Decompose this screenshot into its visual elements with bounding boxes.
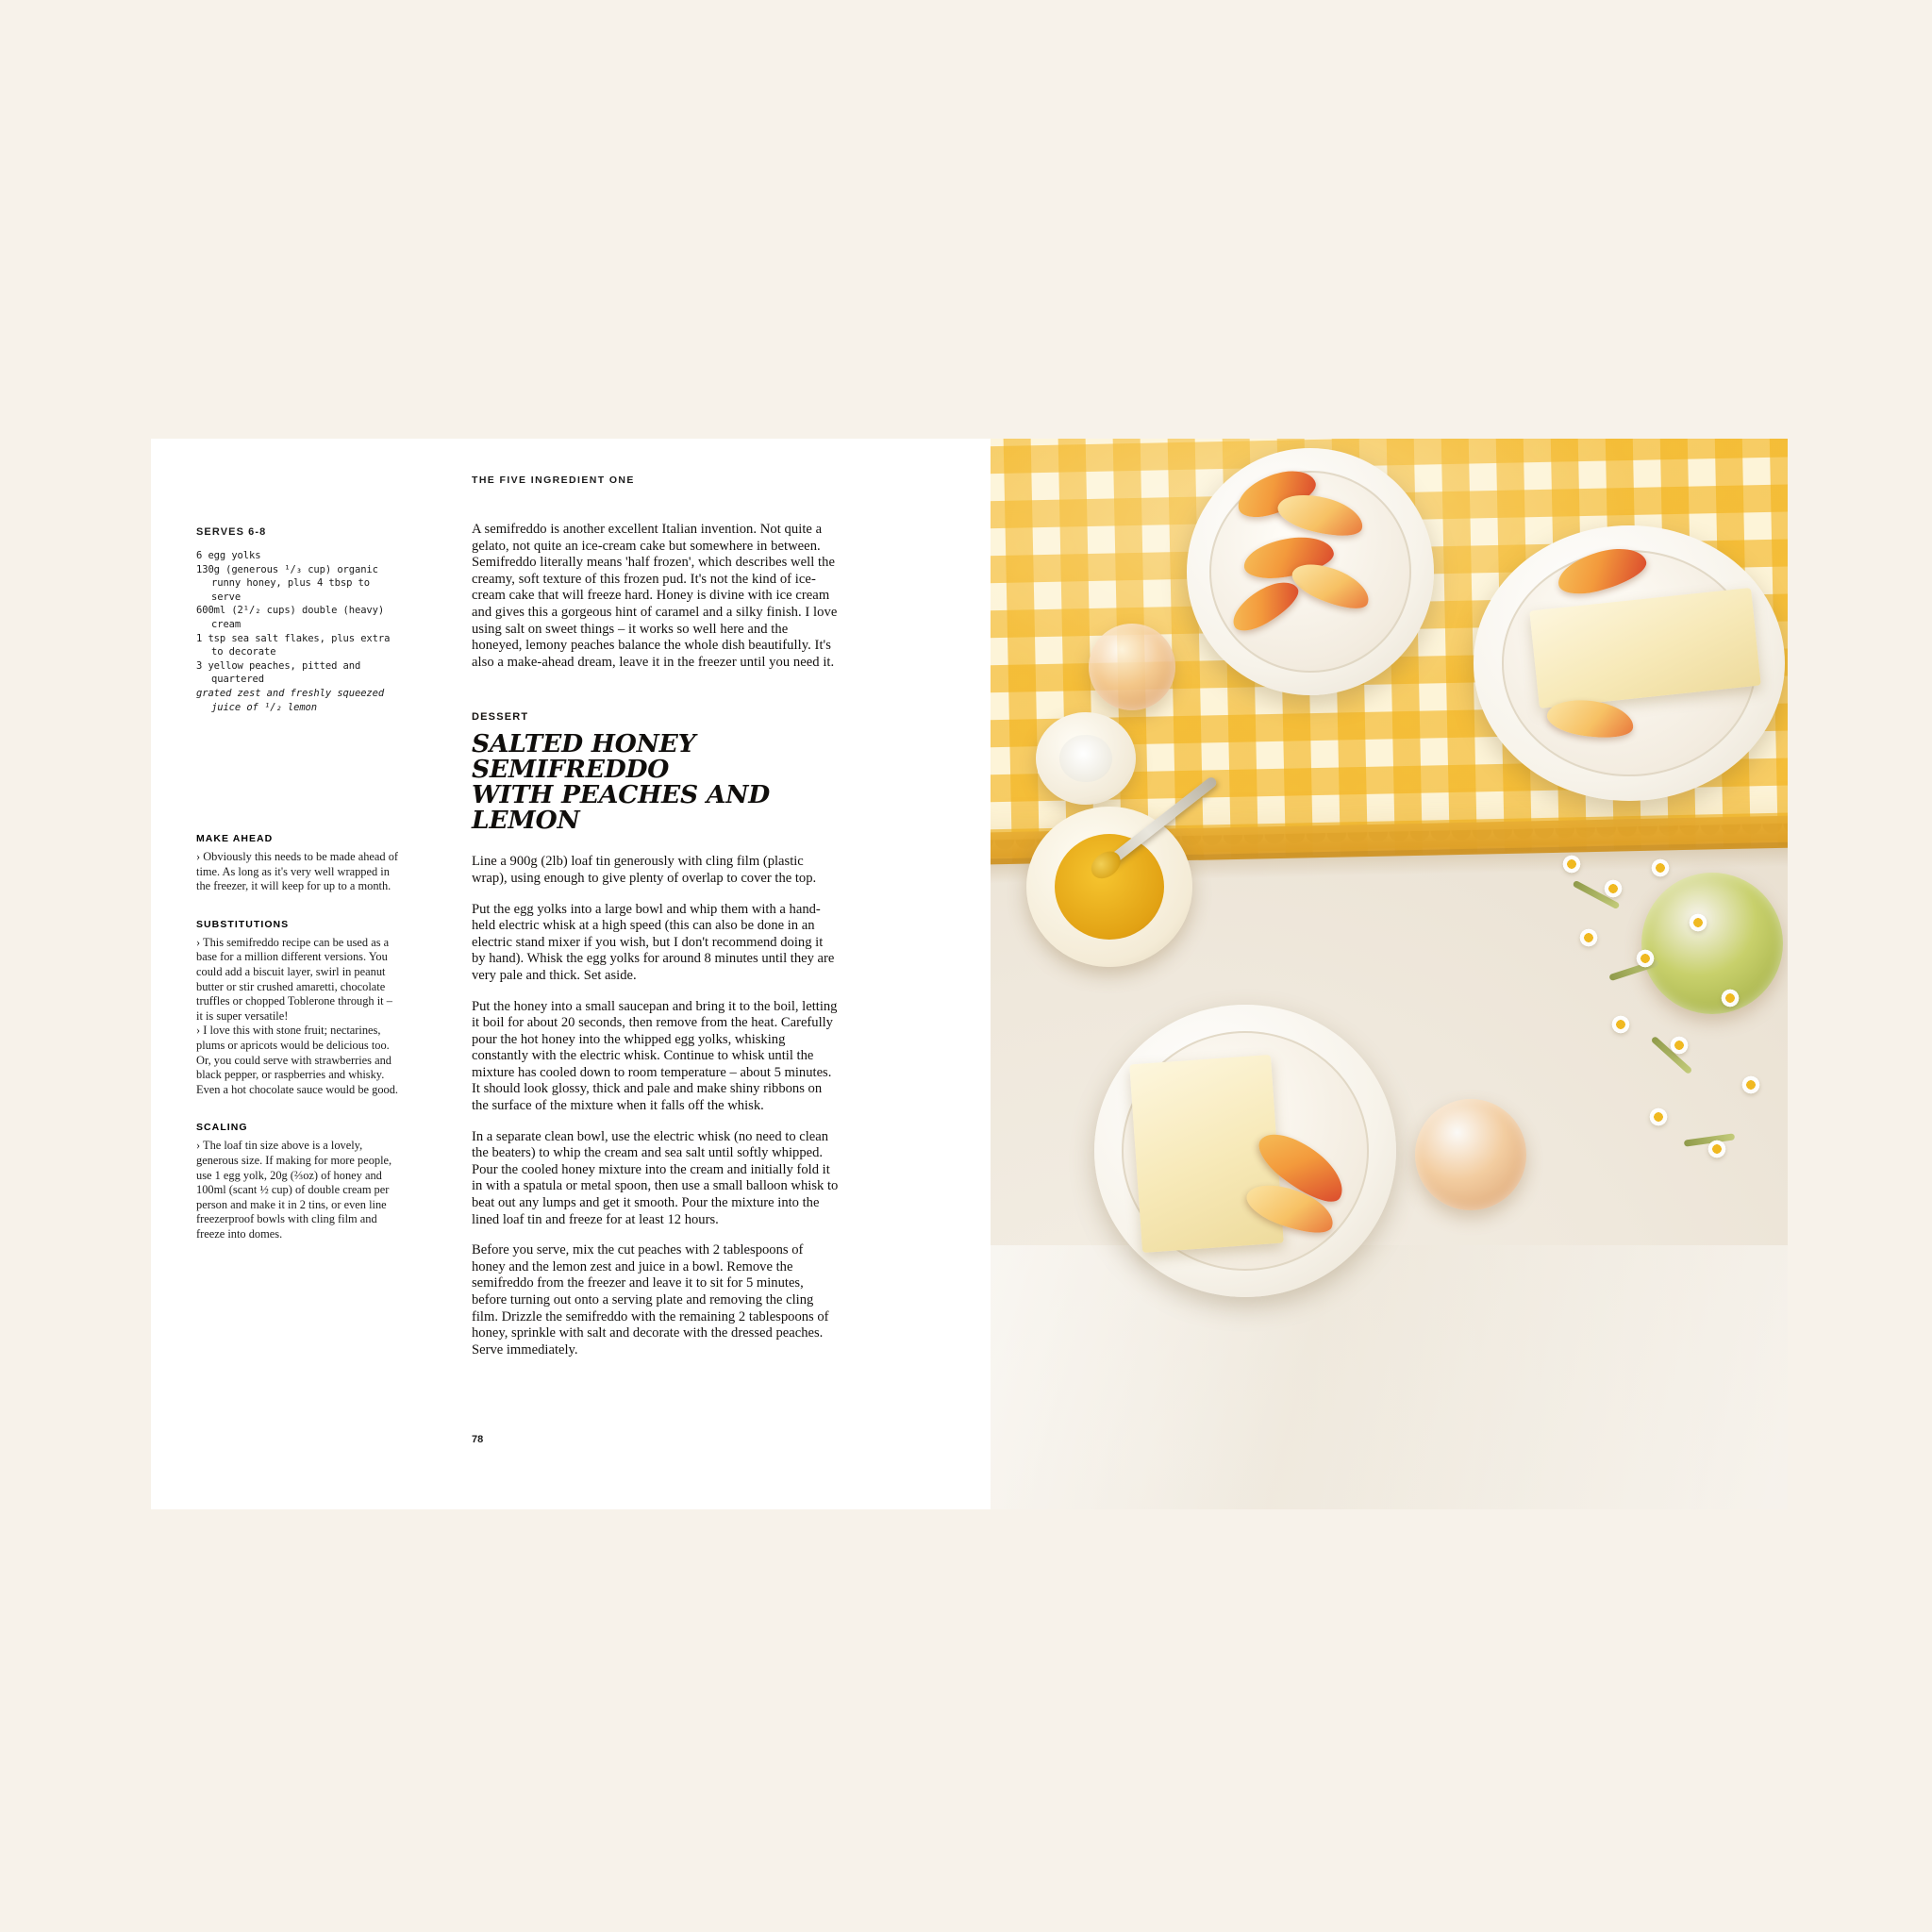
ingredient-text: grated zest and freshly squeezed — [196, 687, 385, 699]
salt-flakes — [1059, 735, 1111, 783]
napkin-folds — [991, 1245, 1788, 1509]
flower-icon — [1718, 986, 1742, 1010]
flower-icon — [1576, 925, 1601, 950]
method-step: Before you serve, mix the cut peaches with 2 tablespoons of honey and the lemon zest and juice in a bowl. Remove the semifreddo from the freezer and leave it to sit for 5 minutes, before turning out onto a serving plate and removing the cling film. Drizzle the semifreddo with the remaining 2 tablespoons of honey, sprinkle with salt and decorate with the dressed peaches. Serve immediately. — [472, 1242, 829, 1357]
flower-icon — [1646, 1105, 1671, 1129]
flower-icon — [1601, 876, 1625, 901]
list-item — [196, 549, 399, 563]
method-step: Line a 900g (2lb) loaf tin generously with cling film (plastic wrap), using enough to give plenty of overlap to cover the top. — [472, 854, 817, 886]
note-block-substitutions — [196, 919, 399, 1098]
note-block-scaling — [196, 1122, 399, 1241]
serving-plate — [1094, 1005, 1396, 1297]
ingredient-text-cont: cream — [211, 618, 242, 630]
food-photograph — [991, 439, 1788, 1509]
chamomile-flowers — [1542, 835, 1788, 1231]
serves-label: SERVES 6-8 — [196, 526, 267, 538]
intro-paragraph: A semifreddo is another excellent Italian invention. Not quite a gelato, not quite an ice-cream cake but somewhere in between. Semifreddo literally means 'half frozen', which describes well the creamy, soft texture of this frozen pud. It's not the kind of ice-cream cake that will freeze hard. Honey is divine with ice cream and gives this a gorgeous hint of caramel and a silky finish. I love using salt on sweet things – it works so well here and the honeyed, lemony peaches balance the whole dish beautifully. It's also a make-ahead dream, leave it in the freezer until you need it. — [472, 522, 838, 670]
pink-glass-lower — [1415, 1099, 1526, 1210]
pink-glass-upper — [1089, 624, 1175, 710]
page-title — [472, 729, 840, 836]
ingredients-list — [196, 549, 399, 714]
ingredient-text-cont: juice of ¹/₂ lemon — [211, 701, 317, 713]
method-step: Put the honey into a small saucepan and bring it to the boil, letting it boil for about 20 seconds, then remove from the heat. Carefully pour the hot honey into the whipped egg yolks, whisking constantly with the electric whisk. Continue to whisk until the mixture has cooled down to room temperature – about 5 minutes. It should look glossy, thick and pale and make shiny ribbons on the surface of the mixture when it falls off the whisk. — [472, 998, 838, 1114]
ingredient-text: 3 yellow peaches, pitted and — [196, 659, 361, 672]
note-body — [196, 936, 399, 1098]
note-title: SUBSTITUTIONS — [196, 918, 290, 930]
recipe-kicker: DESSERT — [472, 711, 529, 724]
note-paragraph: › I love this with stone fruit; nectarines, plums or apricots would be delicious too. Or, you could serve with strawberries and black pepper, or raspberries and whisky. Even a hot chocolate sauce would be good. — [196, 1024, 399, 1096]
ingredient-text: 1 tsp sea salt flakes, plus extra — [196, 632, 391, 644]
note-paragraph: › The loaf tin size above is a lovely, generous size. If making for more people, use 1 egg yolk, 20g (⅔oz) of honey and 100ml (scant ½ cup) of double cream per person and make it in 2 tins, or even line freezerproof bowls with cling film and freeze into domes. — [196, 1139, 392, 1241]
note-body — [196, 1139, 399, 1241]
note-body — [196, 850, 399, 894]
semifreddo-plate — [1474, 525, 1785, 801]
salt-bowl — [1036, 712, 1136, 805]
recipe-column — [472, 522, 840, 1373]
page-number: 78 — [472, 1434, 484, 1445]
page-title-line2: WITH PEACHES AND LEMON — [472, 780, 771, 836]
note-title: MAKE AHEAD — [196, 833, 274, 844]
ingredient-text-cont: to decorate — [211, 646, 276, 658]
flower-icon — [1686, 910, 1710, 935]
peach-plate — [1187, 448, 1434, 695]
ingredient-text-cont: runny honey, plus 4 tbsp to — [211, 577, 370, 590]
book-spread — [151, 439, 1788, 1509]
note-block-make-ahead — [196, 833, 399, 894]
list-item — [196, 632, 399, 659]
ingredient-text: 600ml (2¹/₂ cups) double (heavy) — [196, 605, 385, 617]
flower-icon — [1559, 852, 1584, 876]
flower-icon — [1633, 946, 1657, 971]
list-item — [196, 687, 399, 714]
flower-icon — [1667, 1033, 1691, 1058]
method-step: In a separate clean bowl, use the electric whisk (no need to clean the beaters) to whip the cream and sea salt until softly whipped. Pour the cooled honey mixture into the cream and initially fold it in with a spatula or metal spoon, then use a small balloon whisk to beat out any lumps and get it smooth. Pour the mixture into the lined loaf tin and freeze for at least 12 hours. — [472, 1128, 839, 1227]
ingredients-panel — [196, 526, 399, 714]
page-title-line1: SALTED HONEY SEMIFREDDO — [472, 729, 696, 785]
method-steps — [472, 854, 840, 1358]
running-head: THE FIVE INGREDIENT ONE — [472, 475, 635, 486]
flower-icon — [1648, 856, 1673, 880]
list-item — [196, 604, 399, 631]
honey-bowl — [1026, 807, 1192, 967]
flower-icon — [1705, 1137, 1729, 1161]
list-item — [196, 563, 399, 605]
ingredient-text-cont: serve — [211, 591, 242, 603]
ingredient-text-cont: quartered — [211, 674, 264, 686]
left-page — [151, 439, 991, 1509]
right-page-photo — [991, 439, 1788, 1509]
notes-panel — [196, 833, 399, 1241]
method-step: Put the egg yolks into a large bowl and whip them with a hand-held electric whisk at a high speed (this can also be done in an electric stand mixer if you wish, but I don't recommend doing it by hand). Whisk the egg yolks for around 8 minutes until they are very pale and thick. Set aside. — [472, 901, 835, 983]
ingredient-text: 130g (generous ¹/₃ cup) organic — [196, 563, 378, 575]
ingredient-text: 6 egg yolks — [196, 550, 261, 561]
flower-icon — [1608, 1012, 1633, 1037]
note-paragraph: › This semifreddo recipe can be used as a base for a million different versions. You could add a biscuit layer, swirl in peanut butter or stir crushed amaretti, chocolate truffles or chopped Toblerone through it – it is super versatile! — [196, 935, 392, 1023]
note-title: SCALING — [196, 1122, 248, 1134]
list-item — [196, 659, 399, 687]
honey-pool — [1055, 834, 1164, 940]
flower-icon — [1739, 1073, 1763, 1097]
note-paragraph: › Obviously this needs to be made ahead of time. As long as it's very well wrapped in the freezer, it will keep for up to a month. — [196, 850, 399, 893]
